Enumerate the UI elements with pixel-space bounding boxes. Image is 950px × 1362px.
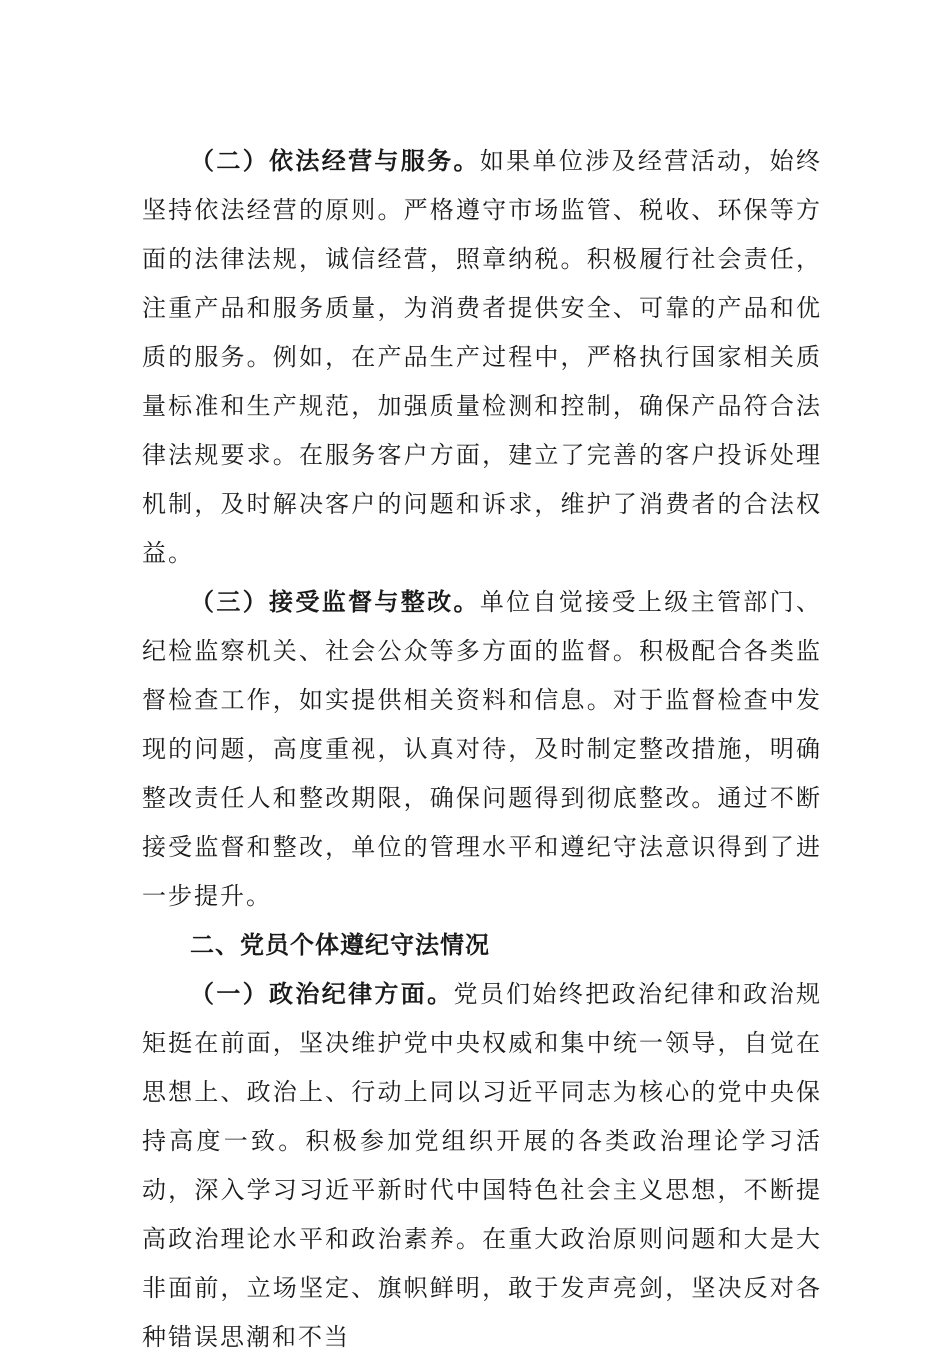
- paragraph-text: 单位自觉接受上级主管部门、纪检监察机关、社会公众等多方面的监督。积极配合各类监督检查工作，如实提供相关资料和信息。对于监督检查中发现的问题，高度重视，认真对待，及时制定整改措施，明确整改责任人和整改期限，确保问题得到彻底整改。通过不断接受监督和整改，单位的管理水平和遵纪守法意识得到了进一步提升。: [142, 588, 823, 910]
- paragraph-lead: （三）接受监督与整改。: [190, 588, 480, 616]
- paragraph-text: 如果单位涉及经营活动，始终坚持依法经营的原则。严格遵守市场监管、税收、环保等方面的法律法规，诚信经营，照章纳税。积极履行社会责任，注重产品和服务质量，为消费者提供安全、可靠的产品和优质的服务。例如，在产品生产过程中，严格执行国家相关质量标准和生产规范，加强质量检测和控制，确保产品符合法律法规要求。在服务客户方面，建立了完善的客户投诉处理机制，及时解决客户的问题和诉求，维护了消费者的合法权益。: [142, 147, 823, 567]
- paragraph-lead: （二）依法经营与服务。: [190, 147, 480, 175]
- paragraph-supervision: [142, 578, 822, 921]
- paragraph-legal-operation: [142, 137, 822, 578]
- document-body: [142, 137, 822, 1362]
- paragraph-text: 党员们始终把政治纪律和政治规矩挺在前面，坚决维护党中央权威和集中统一领导，自觉在思想上、政治上、行动上同以习近平同志为核心的党中央保持高度一致。积极参加党组织开展的各类政治理论学习活动，深入学习习近平新时代中国特色社会主义思想，不断提高政治理论水平和政治素养。在重大政治原则问题和大是大非面前，立场坚定、旗帜鲜明，敢于发声亮剑，坚决反对各种错误思潮和不当: [142, 980, 823, 1351]
- paragraph-lead: （一）政治纪律方面。: [190, 980, 454, 1008]
- paragraph-political-discipline: [142, 970, 822, 1362]
- section-heading: 二、党员个体遵纪守法情况: [190, 931, 490, 959]
